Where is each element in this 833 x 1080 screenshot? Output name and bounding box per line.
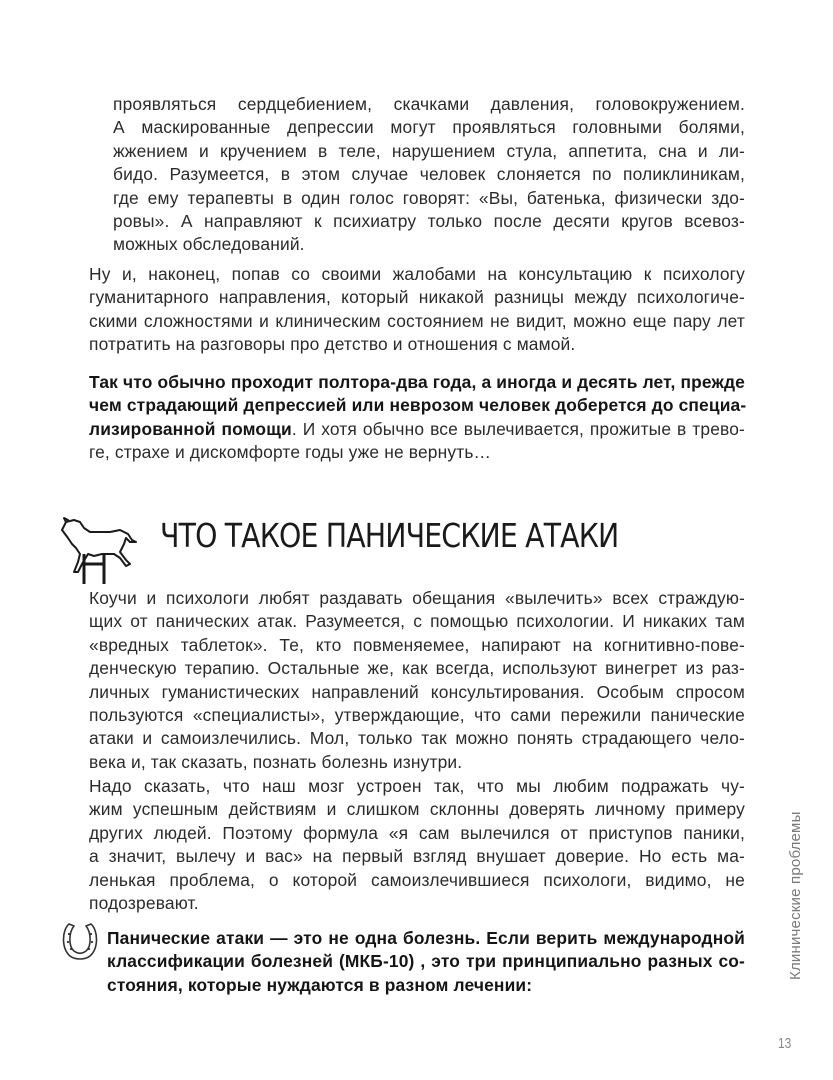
horseshoe-icon [60, 918, 100, 964]
paragraph-4 [89, 587, 745, 774]
bold-text: Панические атаки — это не одна болезнь. Если верить международной [107, 928, 745, 948]
page-number: 13 [778, 1035, 792, 1052]
text-line [107, 974, 745, 997]
section-heading: ЧТО ТАКОЕ ПАНИЧЕСКИЕ АТАКИ [160, 516, 619, 555]
callout-paragraph [107, 927, 745, 997]
text-line: других людей. Поэтому формула «я сам вылечился от приступов паники, [89, 822, 745, 843]
side-section-label: Клинические проблемы [787, 811, 804, 980]
text-line: щих от панических атак. Разумеется, с помощью психологии. И никаких там [89, 611, 745, 632]
text-line: ровы». А направляют к психиатру только после десяти кругов всевоз- [113, 211, 745, 232]
bold-text: чем страдающий депрессией или неврозом человек доберется до специа- [89, 395, 747, 416]
paragraph-2 [89, 263, 745, 357]
text-line: бидо. Разумеется, в этом случае человек слоняется по поликлиникам, [113, 164, 745, 185]
text-line: потратить на разговоры про детство и отношения с мамой. [89, 334, 576, 355]
paragraph-3 [89, 371, 745, 465]
bold-text: классификации болезней (МКБ-10) , это три принципиально разных со- [107, 951, 745, 972]
text-line: а значит, вылечу и вас» на первый взгляд внушает доверие. Но есть ма- [89, 846, 745, 867]
bold-text: стояния, которые нуждаются в разном лечении: [107, 974, 533, 995]
text-line: личных гуманистических направлений консультирования. Особым спросом [89, 681, 745, 702]
text-line: можных обследований. [113, 234, 305, 255]
text-line: А маскированные депрессии могут проявляться головными болями, [113, 117, 745, 138]
text-line: Коучи и психологи любят раздавать обещания «вылечить» всех страждую- [89, 588, 745, 608]
text-line: скими сложностями и клиническим состоянием не видит, можно еще пару лет [89, 310, 745, 331]
text-line: ге, страхе и дискомфорте годы уже не вернуть… [89, 442, 492, 463]
text-line: денческую терапию. Остальные же, как всегда, используют винегрет из раз- [89, 658, 745, 679]
text-line [107, 950, 745, 973]
bold-text: лизированной помощи [89, 418, 292, 439]
text-line: подозревают. [89, 893, 199, 914]
text-line: где ему терапевты в один голос говорят: «Вы, батенька, физически здо- [113, 187, 745, 208]
text-line: «вредных таблеток». Те, кто повменяемее, напирают на когнитивно-пове- [89, 634, 745, 655]
text-line: Ну и, наконец, попав со своими жалобами на консультацию к психологу [89, 264, 745, 284]
text-line: Надо сказать, что наш мозг устроен так, что мы любим подражать чу- [89, 776, 745, 796]
text-line: проявляться сердцебиением, скачками давления, головокружением. [113, 94, 745, 114]
paragraph-5 [89, 775, 745, 915]
text-line: пользуются «специалисты», утверждающие, что сами пережили панические [89, 705, 745, 726]
text-line [89, 371, 745, 394]
paragraph-1 [113, 93, 745, 257]
text-line [107, 927, 745, 950]
horse-icon [54, 508, 138, 586]
bold-text: Так что обычно проходит полтора-два года, а иногда и десять лет, прежде [89, 372, 745, 392]
text-line: жжением и кручением в теле, нарушением стула, аппетита, сна и ли- [113, 140, 745, 161]
text-line: жим успешным действиям и слишком склонны доверять личному примеру [89, 799, 745, 820]
text-line [89, 394, 745, 417]
regular-text: . И хотя обычно все вылечивается, прожитые в трево- [291, 418, 745, 439]
text-line: ленькая проблема, о которой самоизлечившиеся психологи, видимо, не [89, 869, 745, 890]
text-line: гуманитарного направления, который никакой разницы между психологиче- [89, 287, 745, 308]
text-line: века и, так сказать, познать болезнь изнутри. [89, 751, 463, 772]
text-line [89, 418, 745, 441]
text-line: атаки и самоизлечились. Мол, только так можно понять страдающего чело- [89, 728, 745, 749]
